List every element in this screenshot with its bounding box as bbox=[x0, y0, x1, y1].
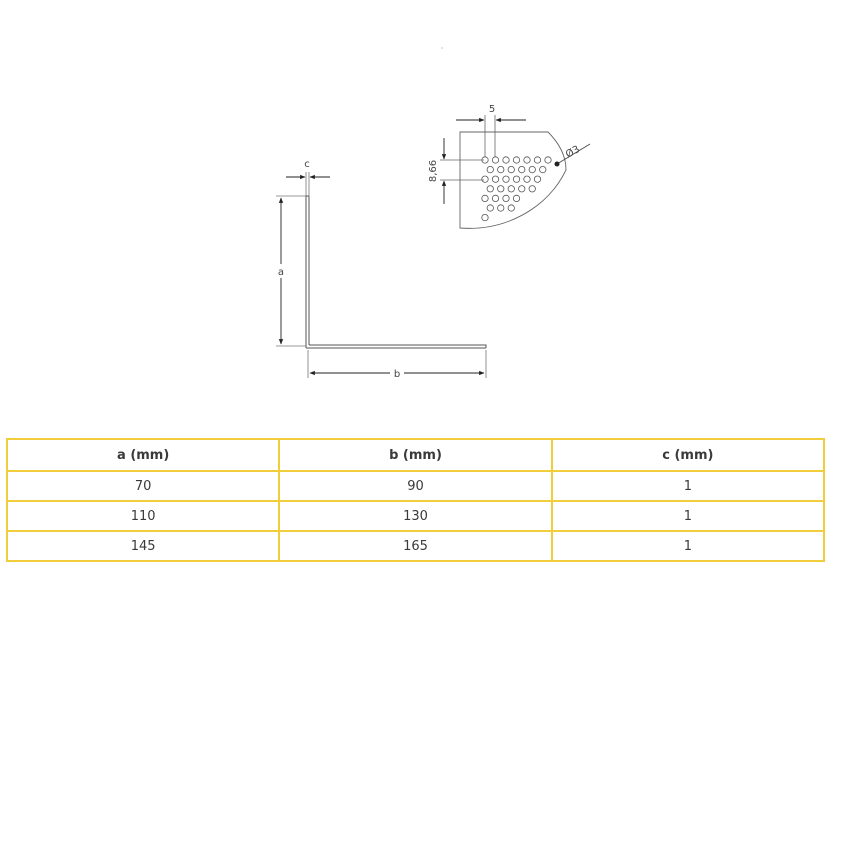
header-b: b (mm) bbox=[279, 439, 551, 471]
dimension-hole-pitch-label: 5 bbox=[488, 104, 496, 115]
cell-b: 165 bbox=[279, 531, 551, 561]
dimension-c-label: c bbox=[304, 159, 310, 170]
dimension-a bbox=[276, 196, 306, 346]
header-a: a (mm) bbox=[7, 439, 279, 471]
cell-a: 110 bbox=[7, 501, 279, 531]
dimension-a-label: a bbox=[277, 267, 285, 278]
cell-a: 70 bbox=[7, 471, 279, 501]
dimension-b bbox=[308, 350, 486, 380]
perforation-detail bbox=[428, 104, 590, 228]
table-row bbox=[7, 471, 824, 501]
table-row bbox=[7, 501, 824, 531]
dimension-hole-diameter-label: Ø3 bbox=[564, 143, 582, 161]
header-c: c (mm) bbox=[552, 439, 824, 471]
cell-b: 130 bbox=[279, 501, 551, 531]
profile-vertical-leg bbox=[306, 196, 309, 348]
dimension-row-pitch-label: 8,66 bbox=[428, 159, 439, 183]
dimension-b-label: b bbox=[393, 369, 401, 380]
dimension-c bbox=[286, 159, 330, 196]
speck-dot bbox=[441, 47, 442, 48]
angle-profile bbox=[306, 196, 486, 348]
dimensions-table bbox=[6, 438, 825, 562]
cell-a: 145 bbox=[7, 531, 279, 561]
table-header-row bbox=[7, 439, 824, 471]
angle-profile-drawing bbox=[0, 0, 850, 420]
profile-horizontal-leg bbox=[306, 345, 486, 348]
cell-b: 90 bbox=[279, 471, 551, 501]
cell-c: 1 bbox=[552, 531, 824, 561]
cell-c: 1 bbox=[552, 501, 824, 531]
cell-c: 1 bbox=[552, 471, 824, 501]
table-row bbox=[7, 531, 824, 561]
